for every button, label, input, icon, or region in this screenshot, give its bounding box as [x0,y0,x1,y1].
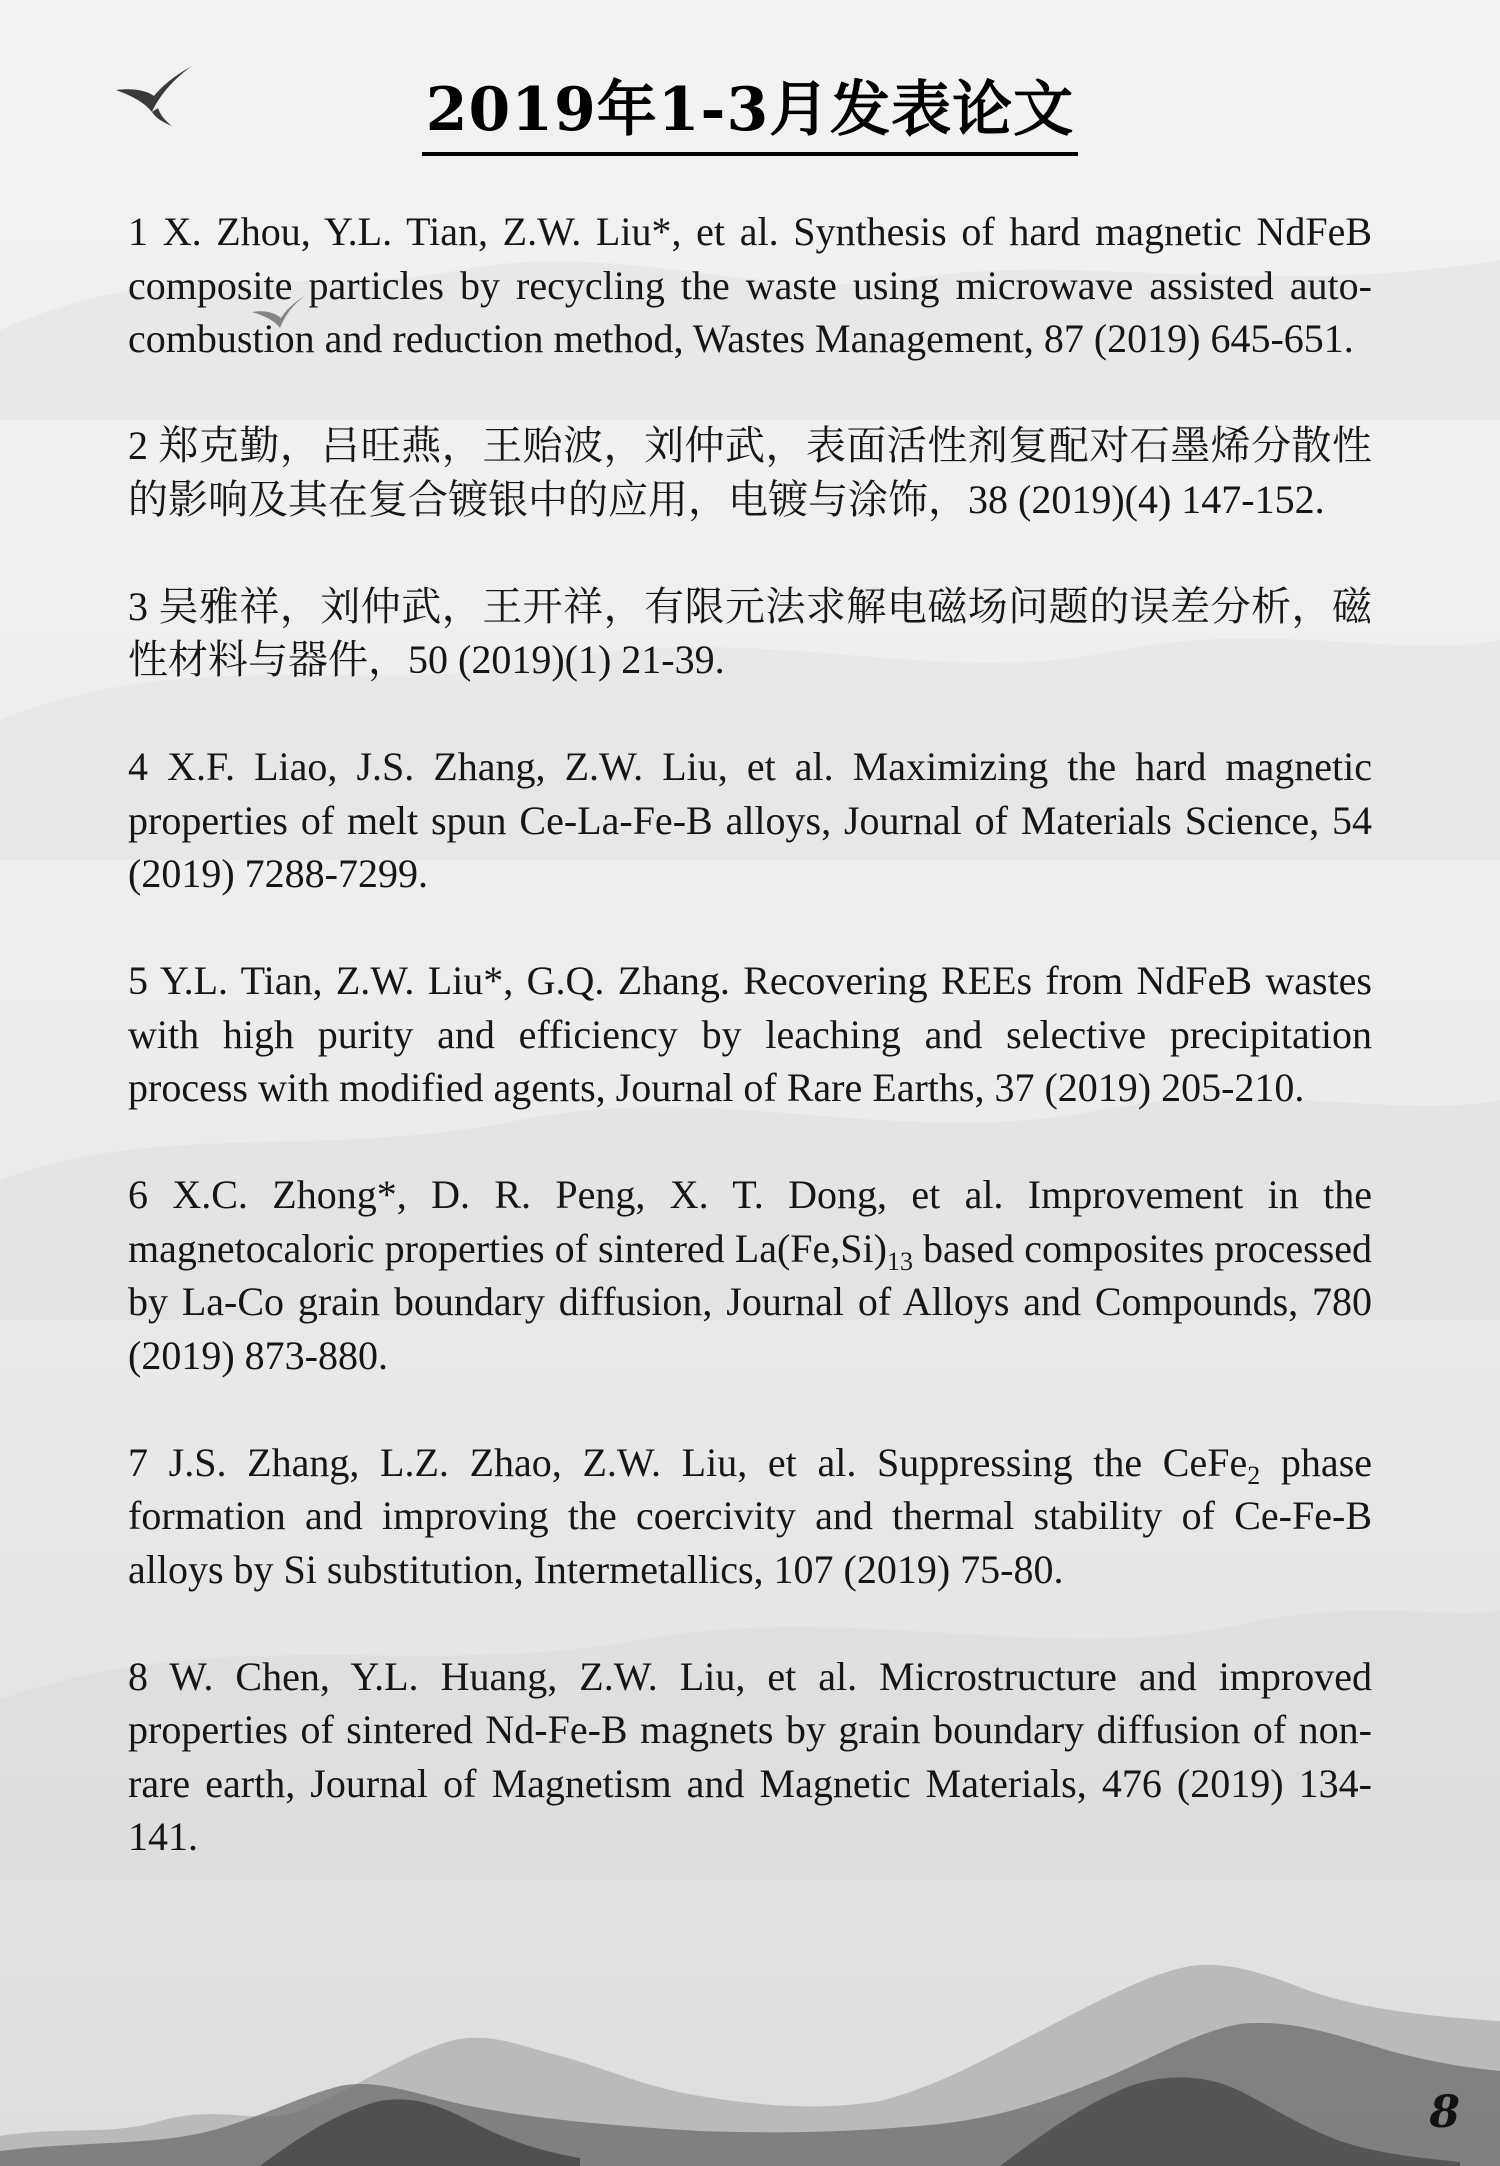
paper-list [128,205,1372,1917]
paper-text-part: 7 J.S. Zhang, L.Z. Zhao, Z.W. Liu, et al. Suppressing the CeFe [128,1439,1248,1485]
paper-entry [128,1436,1372,1597]
paper-text-part: phase formation and improving the coercivity and thermal stability of Ce-Fe-B alloys by Si substitution, Intermetallics, 107 (2019) 75-80. [128,1439,1373,1592]
page-title-text: 2019年1-3月发表论文 [422,72,1078,156]
ink-mountains-icon [0,1936,1500,2166]
paper-text-part: based composites processed by La-Co grain boundary diffusion, Journal of Alloys and Compounds, 780 (2019) 873-880. [128,1225,1372,1378]
page-title [0,72,1500,156]
paper-entry [128,1168,1372,1382]
paper-entry: 4 X.F. Liao, J.S. Zhang, Z.W. Liu, et al. Maximizing the hard magnetic properties of melt spun Ce-La-Fe-B alloys, Journal of Materials Science, 54 (2019) 7288-7299. [128,744,1372,896]
paper-entry: 1 X. Zhou, Y.L. Tian, Z.W. Liu*, et al. Synthesis of hard magnetic NdFeB composite particles by recycling the waste using microwave assisted auto-combustion and reduction method, Wastes Management, 87 (2019) 645-651. [128,209,1372,361]
paper-entry: 3 吴雅祥，刘仲武，王开祥，有限元法求解电磁场问题的误差分析，磁性材料与器件，50 (2019)(1) 21-39. [128,583,1372,682]
subscript: 13 [886,1246,913,1276]
subscript: 2 [1247,1460,1261,1490]
paper-text-part: 6 X.C. Zhong*, D. R. Peng, X. T. Dong, et al. Improvement in the magnetocaloric properties of sintered La(Fe,Si) [128,1172,1372,1271]
page-number: 8 [1429,2087,1460,2138]
paper-entry: 8 W. Chen, Y.L. Huang, Z.W. Liu, et al. Microstructure and improved properties of sintered Nd-Fe-B magnets by grain boundary diffusion of non-rare earth, Journal of Magnetism and Magnetic Materials, 476 (2019) 134-141. [128,1653,1372,1859]
paper-entry: 5 Y.L. Tian, Z.W. Liu*, G.Q. Zhang. Recovering REEs from NdFeB wastes with high purity and efficiency by leaching and selective precipitation process with modified agents, Journal of Rare Earths, 37 (2019) 205-210. [128,958,1372,1110]
paper-entry: 2 郑克勤，吕旺燕，王贻波，刘仲武，表面活性剂复配对石墨烯分散性的影响及其在复合镀银中的应用，电镀与涂饰，38 (2019)(4) 147-152. [128,423,1372,522]
